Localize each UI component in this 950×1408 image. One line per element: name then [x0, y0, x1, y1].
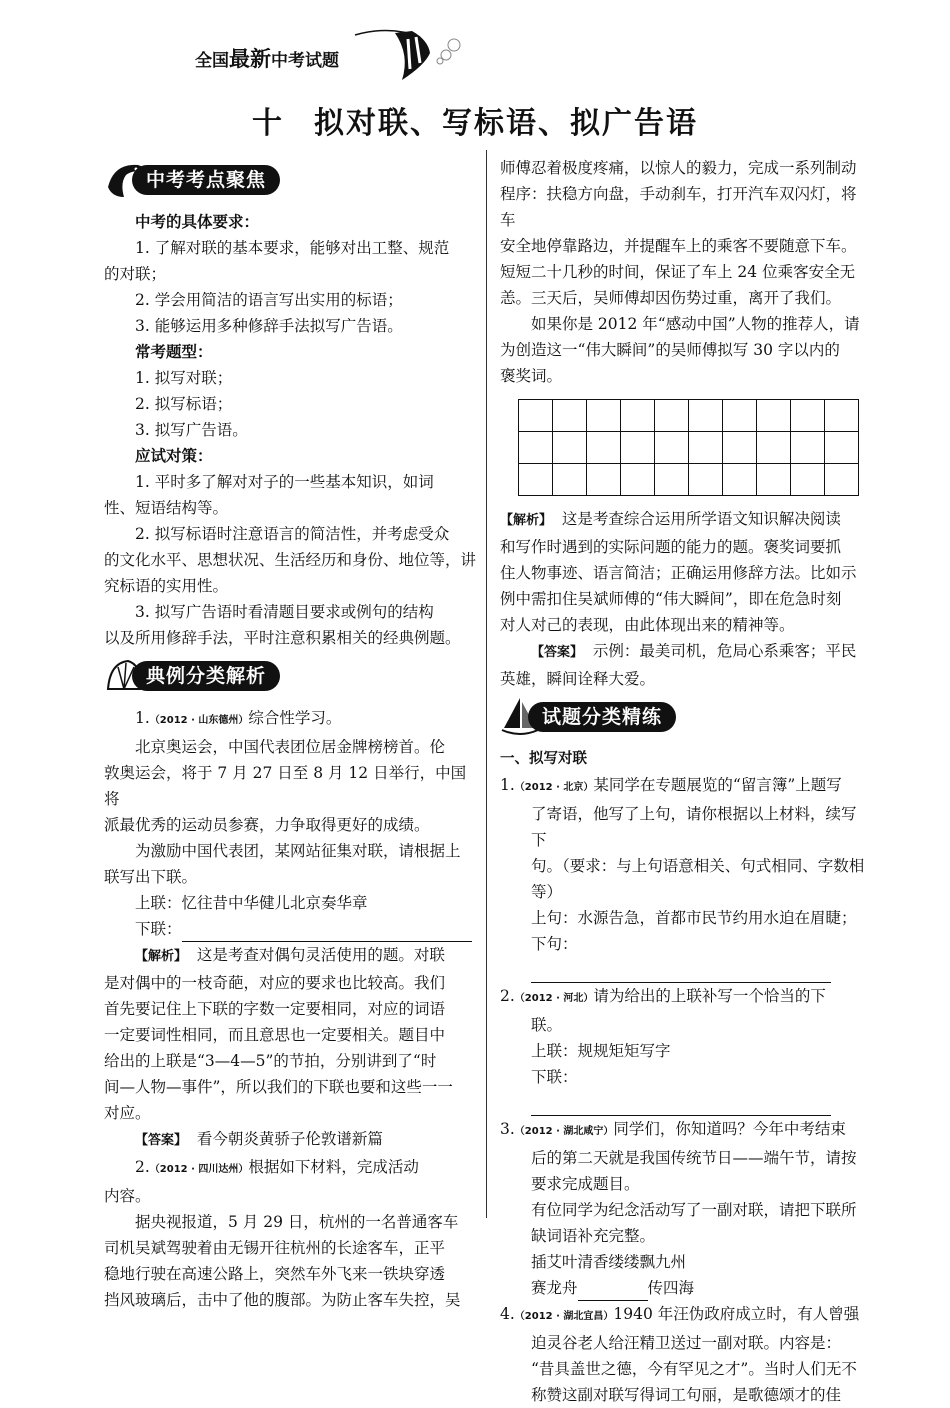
text-line: “昔具盖世之德，今有罕见之才”。当时人们无不 — [531, 1360, 857, 1378]
couplet-upper: 上联：忆往昔中华健儿北京奏华章 — [135, 894, 368, 912]
text-line: 要求完成题目。 — [531, 1175, 640, 1193]
text-line: 以及所用修辞手法，平时注意积累相关的经典例题。 — [104, 629, 461, 647]
text-line: 给出的上联是“3—4—5”的节拍，分别讲到了“时 — [104, 1052, 437, 1070]
left-column — [104, 155, 476, 1313]
chapter-title: 十 拟对联、写标语、拟广告语 — [252, 106, 698, 141]
text-line: 3. 能够运用多种修辞手法拟写广告语。 — [135, 317, 403, 335]
answer-blank[interactable] — [578, 1282, 648, 1301]
text-line: 究标语的实用性。 — [104, 577, 229, 595]
text-line: 住人物事迹、语言简洁；正确运用修辞方法。比如示 — [500, 564, 857, 582]
text-line: 短短二十几秒的时间，保证了车上 24 位乘客安全无 — [500, 263, 856, 281]
couplet-upper: 上联：规规矩矩写字 — [531, 1042, 671, 1060]
couplet-upper: 上句：水源告急，首都市民节约用水迫在眉睫； — [531, 909, 857, 927]
section-banner-focus — [104, 157, 476, 203]
text-line: 稳地行驶在高速公路上，突然车外飞来一铁块穿透 — [104, 1265, 446, 1283]
couplet-upper: 插艾叶清香缕缕飘九州 — [531, 1253, 687, 1271]
answer-blank[interactable] — [531, 1097, 831, 1116]
problem-2: 2.（2012 · 河北）请为给出的上联补写一个恰当的下 — [500, 987, 826, 1005]
text-line: 1. 了解对联的基本要求，能够对出工整、规范 — [135, 239, 450, 257]
problem-4: 4.（2012 · 湖北宜昌）1940 年汪伪政府成立时，有人曾强 — [500, 1305, 860, 1323]
text-line: 如果你是 2012 年“感动中国”人物的推荐人，请 — [531, 315, 860, 333]
text-line: 为创造这一“伟大瞬间”的吴师傅拟写 30 字以内的 — [500, 341, 840, 359]
text-line: 后的第二天就是我国传统节日——端午节，请按 — [531, 1149, 857, 1167]
text-line: 句。（要求：与上句语意相关、句式相同、字数相 — [531, 857, 865, 875]
column-divider — [486, 150, 487, 1218]
couplet-lower: 下联： — [500, 1064, 868, 1116]
text-line: 2. 拟写标语时注意语言的简洁性，并考虑受众 — [135, 525, 450, 543]
text-line: 派最优秀的运动员参赛，力争取得更好的成绩。 — [104, 816, 430, 834]
text-line: 程序：扶稳方向盘，手动刹车，打开汽车双闪灯，将车 — [500, 185, 857, 229]
writing-grid[interactable] — [518, 399, 859, 496]
text-line: 2. 拟写标语； — [135, 395, 233, 413]
heading: 常考题型： — [135, 343, 213, 361]
angelfish-icon — [350, 25, 470, 85]
text-line: 对人对己的表现，由此体现出来的精神等。 — [500, 616, 795, 634]
text-line: 联。 — [531, 1016, 563, 1034]
text-line: 1. 平时多了解对对子的一些基本知识，如词 — [135, 473, 434, 491]
text-line: 3. 拟写广告语。 — [135, 421, 248, 439]
text-line: 是对偶中的一枝奇葩，对应的要求也比较高。我们 — [104, 974, 446, 992]
couplet-lower: 下句： — [500, 931, 868, 983]
text-line: 敦奥运会，将于 7 月 27 日至 8 月 12 日举行，中国将 — [104, 764, 467, 808]
analysis: 【解析】 这是考查综合运用所学语文知识解决阅读 — [500, 510, 841, 528]
text-line: 性、短语结构等。 — [104, 499, 229, 517]
text-line: 北京奥运会，中国代表团位居金牌榜榜首。伦 — [135, 738, 446, 756]
section-banner-practice — [500, 694, 868, 740]
text-line: 2. 学会用简洁的语言写出实用的标语； — [135, 291, 403, 309]
text-line: 一定要词性相同，而且意思也一定要相关。题目中 — [104, 1026, 446, 1044]
text-line: 据央视报道，5 月 29 日，杭州的一名普通客车 — [135, 1213, 459, 1231]
text-line: 有位同学为纪念活动写了一副对联，请把下联所 — [531, 1201, 857, 1219]
text-line: 的文化水平、思想状况、生活经历和身份、地位等，讲 — [104, 551, 477, 569]
text-line: 挡风玻璃后，击中了他的腹部。为防止客车失控，吴 — [104, 1291, 461, 1309]
text-line: 司机吴斌驾驶着由无锡开往杭州的长途客车，正平 — [104, 1239, 446, 1257]
text-line: 恙。三天后，吴师傅却因伤势过重，离开了我们。 — [500, 289, 842, 307]
text-line: 迫灵谷老人给汪精卫送过一副对联。内容是： — [531, 1334, 842, 1352]
section-banner-examples — [104, 653, 476, 699]
analysis: 【解析】 这是考查对偶句灵活使用的题。对联 — [135, 946, 445, 964]
text-line: 1. 拟写对联； — [135, 369, 233, 387]
example-1-header: 1.（2012 · 山东德州）综合性学习。 — [135, 709, 342, 727]
heading: 应试对策： — [135, 447, 213, 465]
heading: 中考的具体要求： — [135, 213, 260, 231]
banner-label: 试题分类精练 — [528, 702, 676, 732]
text-line: 称赞这副对联写得词工句丽，是歌德颂才的佳 — [531, 1386, 842, 1404]
text-line: 间—人物—事件”，所以我们的下联也要和这些一一 — [104, 1078, 453, 1096]
answer-blank[interactable] — [531, 964, 831, 983]
text-line: 3. 拟写广告语时看清题目要求或例句的结构 — [135, 603, 434, 621]
section-heading: 一、拟写对联 — [500, 751, 587, 767]
answer: 【答案】 示例：最美司机，危局心系乘客；平民 — [531, 642, 857, 660]
header-title: 全国最新中考试题 — [195, 47, 339, 71]
example-2-header: 2.（2012 · 四川达州）根据如下材料，完成活动 — [135, 1158, 419, 1176]
banner-label: 典例分类解析 — [132, 661, 280, 691]
couplet-lower: 下联： — [104, 916, 476, 942]
text-line: 对应。 — [104, 1104, 151, 1122]
text-line: 褒奖词。 — [500, 367, 563, 385]
problem-1: 1.（2012 · 北京）某同学在专题展览的“留言簿”上题写 — [500, 776, 842, 794]
banner-label: 中考考点聚焦 — [132, 165, 280, 195]
text-line: 安全地停靠路边，并提醒车上的乘客不要随意下车。 — [500, 237, 857, 255]
text-line: 例中需扣住吴斌师傅的“伟大瞬间”，即在危急时刻 — [500, 590, 842, 608]
running-header — [155, 25, 475, 85]
text-line: 英雄，瞬间诠释大爱。 — [500, 670, 656, 688]
couplet-lower: 赛龙舟 传四海 — [500, 1275, 868, 1301]
text-line: 联写出下联。 — [104, 868, 198, 886]
answer: 【答案】 看今朝炎黄骄子伦敦谱新篇 — [135, 1130, 383, 1148]
text-line: 师傅忍着极度疼痛，以惊人的毅力，完成一系列制动 — [500, 159, 857, 177]
text-line: 为激励中国代表团，某网站征集对联，请根据上 — [135, 842, 461, 860]
text-line: 的对联； — [104, 265, 167, 283]
right-column — [500, 155, 868, 1408]
text-line: 首先要记住上下联的字数一定要相同，对应的词语 — [104, 1000, 446, 1018]
problem-3: 3.（2012 · 湖北咸宁）同学们，你知道吗？今年中考结束 — [500, 1120, 846, 1138]
text-line: 缺词语补充完整。 — [531, 1227, 656, 1245]
text-line: 内容。 — [104, 1187, 151, 1205]
text-line: 等） — [531, 883, 563, 901]
text-line: 了寄语，他写了上句，请你根据以上材料，续写下 — [531, 805, 857, 849]
text-line: 和写作时遇到的实际问题的能力的题。褒奖词要抓 — [500, 538, 842, 556]
answer-blank[interactable] — [182, 923, 472, 942]
